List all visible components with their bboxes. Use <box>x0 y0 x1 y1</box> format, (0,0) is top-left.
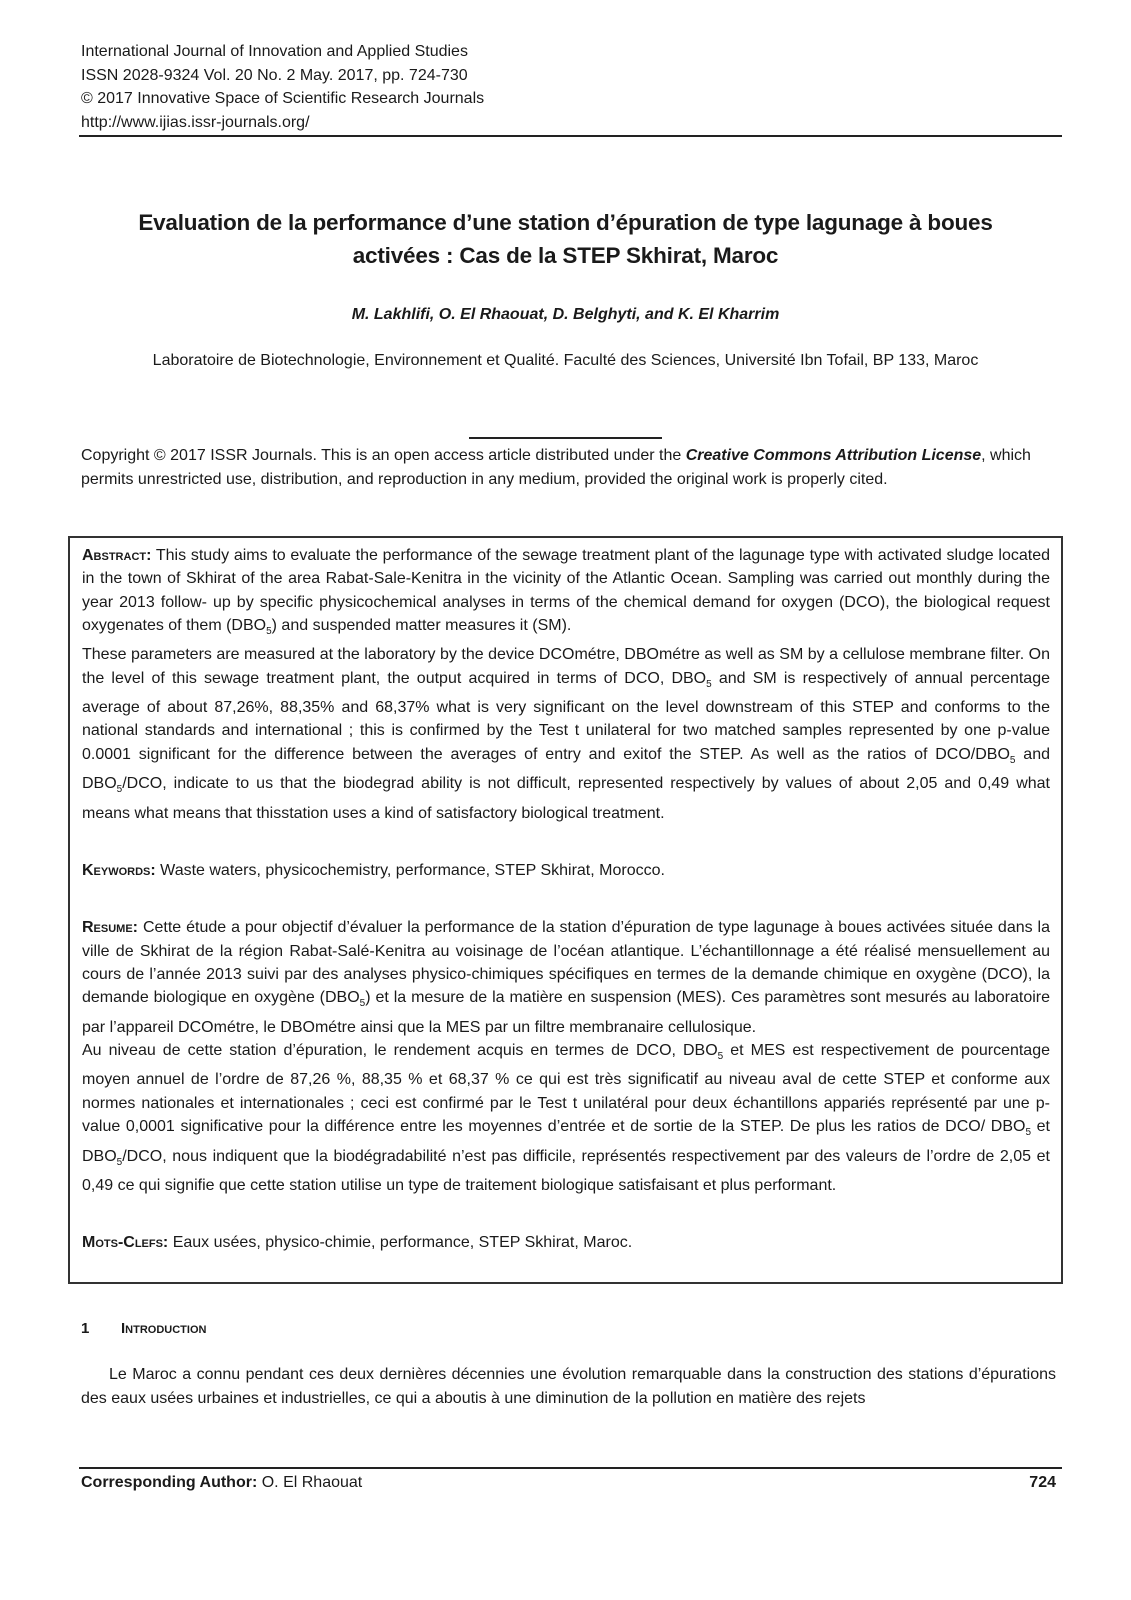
abstract-text: ) and suspended matter measures it (SM). <box>271 616 572 634</box>
paper-authors: M. Lakhlifi, O. El Rhaouat, D. Belghyti, and K. El Kharrim <box>351 306 780 323</box>
journal-copyright: © 2017 Innovative Space of Scientific Research Journals <box>81 90 485 107</box>
resume-label: Resume: <box>82 919 139 937</box>
journal-header <box>81 40 1061 134</box>
spacer <box>82 882 1050 916</box>
resume-text: Cette étude a pour objectif d’évaluer la performance de la station d’épuration de type lagunage à boues activées située dans la ville de Skhirat de la région Rabat-Salé-Kenitra au voisinage de l’océan atlantique. L’échantillonnage a été réalisé mensuellement au cours de l’année 2013 suivi par des analyses physico-chimiques spécifiques en termes de la demande chimique en oxygène (DCO), la demande biologique en oxygène (DBO <box>82 919 1050 1007</box>
abstract-box <box>68 536 1063 1284</box>
subscript: 5 <box>706 678 712 690</box>
keywords-label: Keywords: <box>82 862 156 880</box>
resume-text: /DCO, nous indiquent que la biodégradabilité n’est pas difficile, représentés respectivement par des valeurs de l’ordre de 2,05 et 0,49 ce qui signifie que cette station utilise un type de traitement biologique satisfaisant et plus performant. <box>82 1147 1050 1195</box>
resume-text: et MES est respectivement de pourcentage moyen annuel de l’ordre de 87,26 %, 88,35 % et 68,37 % ce qui est très significatif au niveau aval de cette STEP et conforme aux normes nationales et internationales ; ceci est confirmé par le Test t unilatéral pour deux échantillons appariés représenté par une p-value 0,0001 significative pour la différence entre les moyennes d’entrée et de sortie de la STEP. De plus les ratios de DCO/ DBO <box>82 1041 1051 1136</box>
copyright-text: Copyright © 2017 ISSR Journals. This is an open access article distributed under the <box>81 447 686 464</box>
journal-issn: ISSN 2028-9324 Vol. 20 No. 2 May. 2017, pp. 724-730 <box>81 66 468 84</box>
footer-divider <box>79 1467 1062 1469</box>
resume-text: et DBO <box>82 1118 1050 1165</box>
abstract-label: Abstract: <box>82 547 152 564</box>
abstract-paragraph-2 <box>82 643 1050 825</box>
abstract-text: This study aims to evaluate the performance of the sewage treatment plant of the lagunage type with activated sludge located in the town of Skhirat of the area Rabat-Sale-Kenitra in the vicinity of the Atlantic Ocean. Sampling was carried out monthly during the year 2013 follow- up by specific physicochemical analyses in terms of the chemical demand for oxygen (DCO), the biological request oxygenates of them (DBO <box>82 547 1050 634</box>
page-footer <box>81 1474 1056 1492</box>
keywords-text: Waste waters, physicochemistry, performance, STEP Skhirat, Morocco. <box>155 862 665 880</box>
short-divider <box>469 437 662 439</box>
spacer <box>82 825 1050 859</box>
section-title: Introduction <box>121 1320 207 1337</box>
subscript: 5 <box>116 1156 123 1168</box>
introduction-paragraph: Le Maroc a connu pendant ces deux dernières décennies une évolution remarquable dans la construction des stations d’épurations des eaux usées urbaines et industrielles, ce qui a aboutis à une diminution de la pollution en matière des rejets <box>81 1366 1056 1407</box>
subscript: 5 <box>116 784 123 796</box>
page-number: 724 <box>1029 1474 1056 1491</box>
resume-text: Au niveau de cette station d’épuration, le rendement acquis en termes de DCO, DBO <box>82 1041 718 1059</box>
mots-clefs-label: Mots-Clefs: <box>82 1234 169 1252</box>
abstract-box-content <box>82 544 1050 1255</box>
section-number: 1 <box>81 1320 90 1337</box>
section-heading-introduction <box>81 1320 681 1337</box>
paper-affiliation: Laboratoire de Biotechnologie, Environnement et Qualité. Faculté des Sciences, Université Ibn Tofail, BP 133, Maroc <box>152 352 979 369</box>
resume-paragraph-1 <box>82 916 1050 1039</box>
copyright-notice <box>81 444 1056 491</box>
license-name[interactable]: Creative Commons Attribution License <box>685 447 982 464</box>
corresponding-author-label: Corresponding Author: <box>81 1474 258 1491</box>
corresponding-author-name: O. El Rhaouat <box>257 1474 363 1491</box>
abstract-text: and SM is respectively of annual percentage average of about 87,26%, 88,35% and 68,37% what is very significant on the level downstream of this STEP and conforms to the national standards and international ; this is confirmed by the Test t unilateral for two matched samples represented by one p-value 0.0001 significant for the difference between the averages of entry and exitof the STEP. As well as the ratios of DCO/DBO <box>82 669 1051 763</box>
abstract-text: These parameters are measured at the laboratory by the device DCOmétre, DBOmétre as well as SM by a cellulose membrane filter. On the level of this sewage treatment plant, the output acquired in terms of DCO, DBO <box>82 646 1050 687</box>
subscript: 5 <box>1009 754 1016 766</box>
subscript: 5 <box>359 998 366 1010</box>
keywords-paragraph <box>82 859 1050 882</box>
resume-paragraph-2 <box>82 1039 1050 1197</box>
journal-url[interactable]: http://www.ijias.issr-journals.org/ <box>81 113 310 131</box>
subscript: 5 <box>717 1051 724 1063</box>
journal-name: International Journal of Innovation and Applied Studies <box>81 43 468 60</box>
subscript: 5 <box>1025 1127 1032 1139</box>
abstract-paragraph-1 <box>82 544 1050 643</box>
paper-title: Evaluation de la performance d’une station d’épuration de type lagunage à boues activées : Cas de la STEP Skhirat, Maroc <box>138 210 993 268</box>
mots-clefs-paragraph <box>82 1231 1050 1254</box>
header-divider <box>79 135 1062 137</box>
mots-clefs-text: Eaux usées, physico-chimie, performance, STEP Skhirat, Maroc. <box>168 1234 633 1252</box>
resume-text: ) et la mesure de la matière en suspension (MES). Ces paramètres sont mesurés au laboratoire par l’appareil DCOmétre, le DBOmétre ainsi que la MES par un filtre membranaire cellulosique. <box>82 989 1051 1036</box>
copyright-text-end: , which permits unrestricted use, distribution, and reproduction in any medium, provided the original work is properly cited. <box>81 447 1031 488</box>
abstract-text: /DCO, indicate to us that the biodegrad ability is not difficult, represented respectively by values of about 2,05 and 0,49 what means what means that thisstation uses a kind of satisfactory biological treatment. <box>82 775 1050 822</box>
subscript: 5 <box>266 626 272 638</box>
abstract-text: and DBO <box>82 745 1051 793</box>
spacer <box>82 1197 1050 1231</box>
